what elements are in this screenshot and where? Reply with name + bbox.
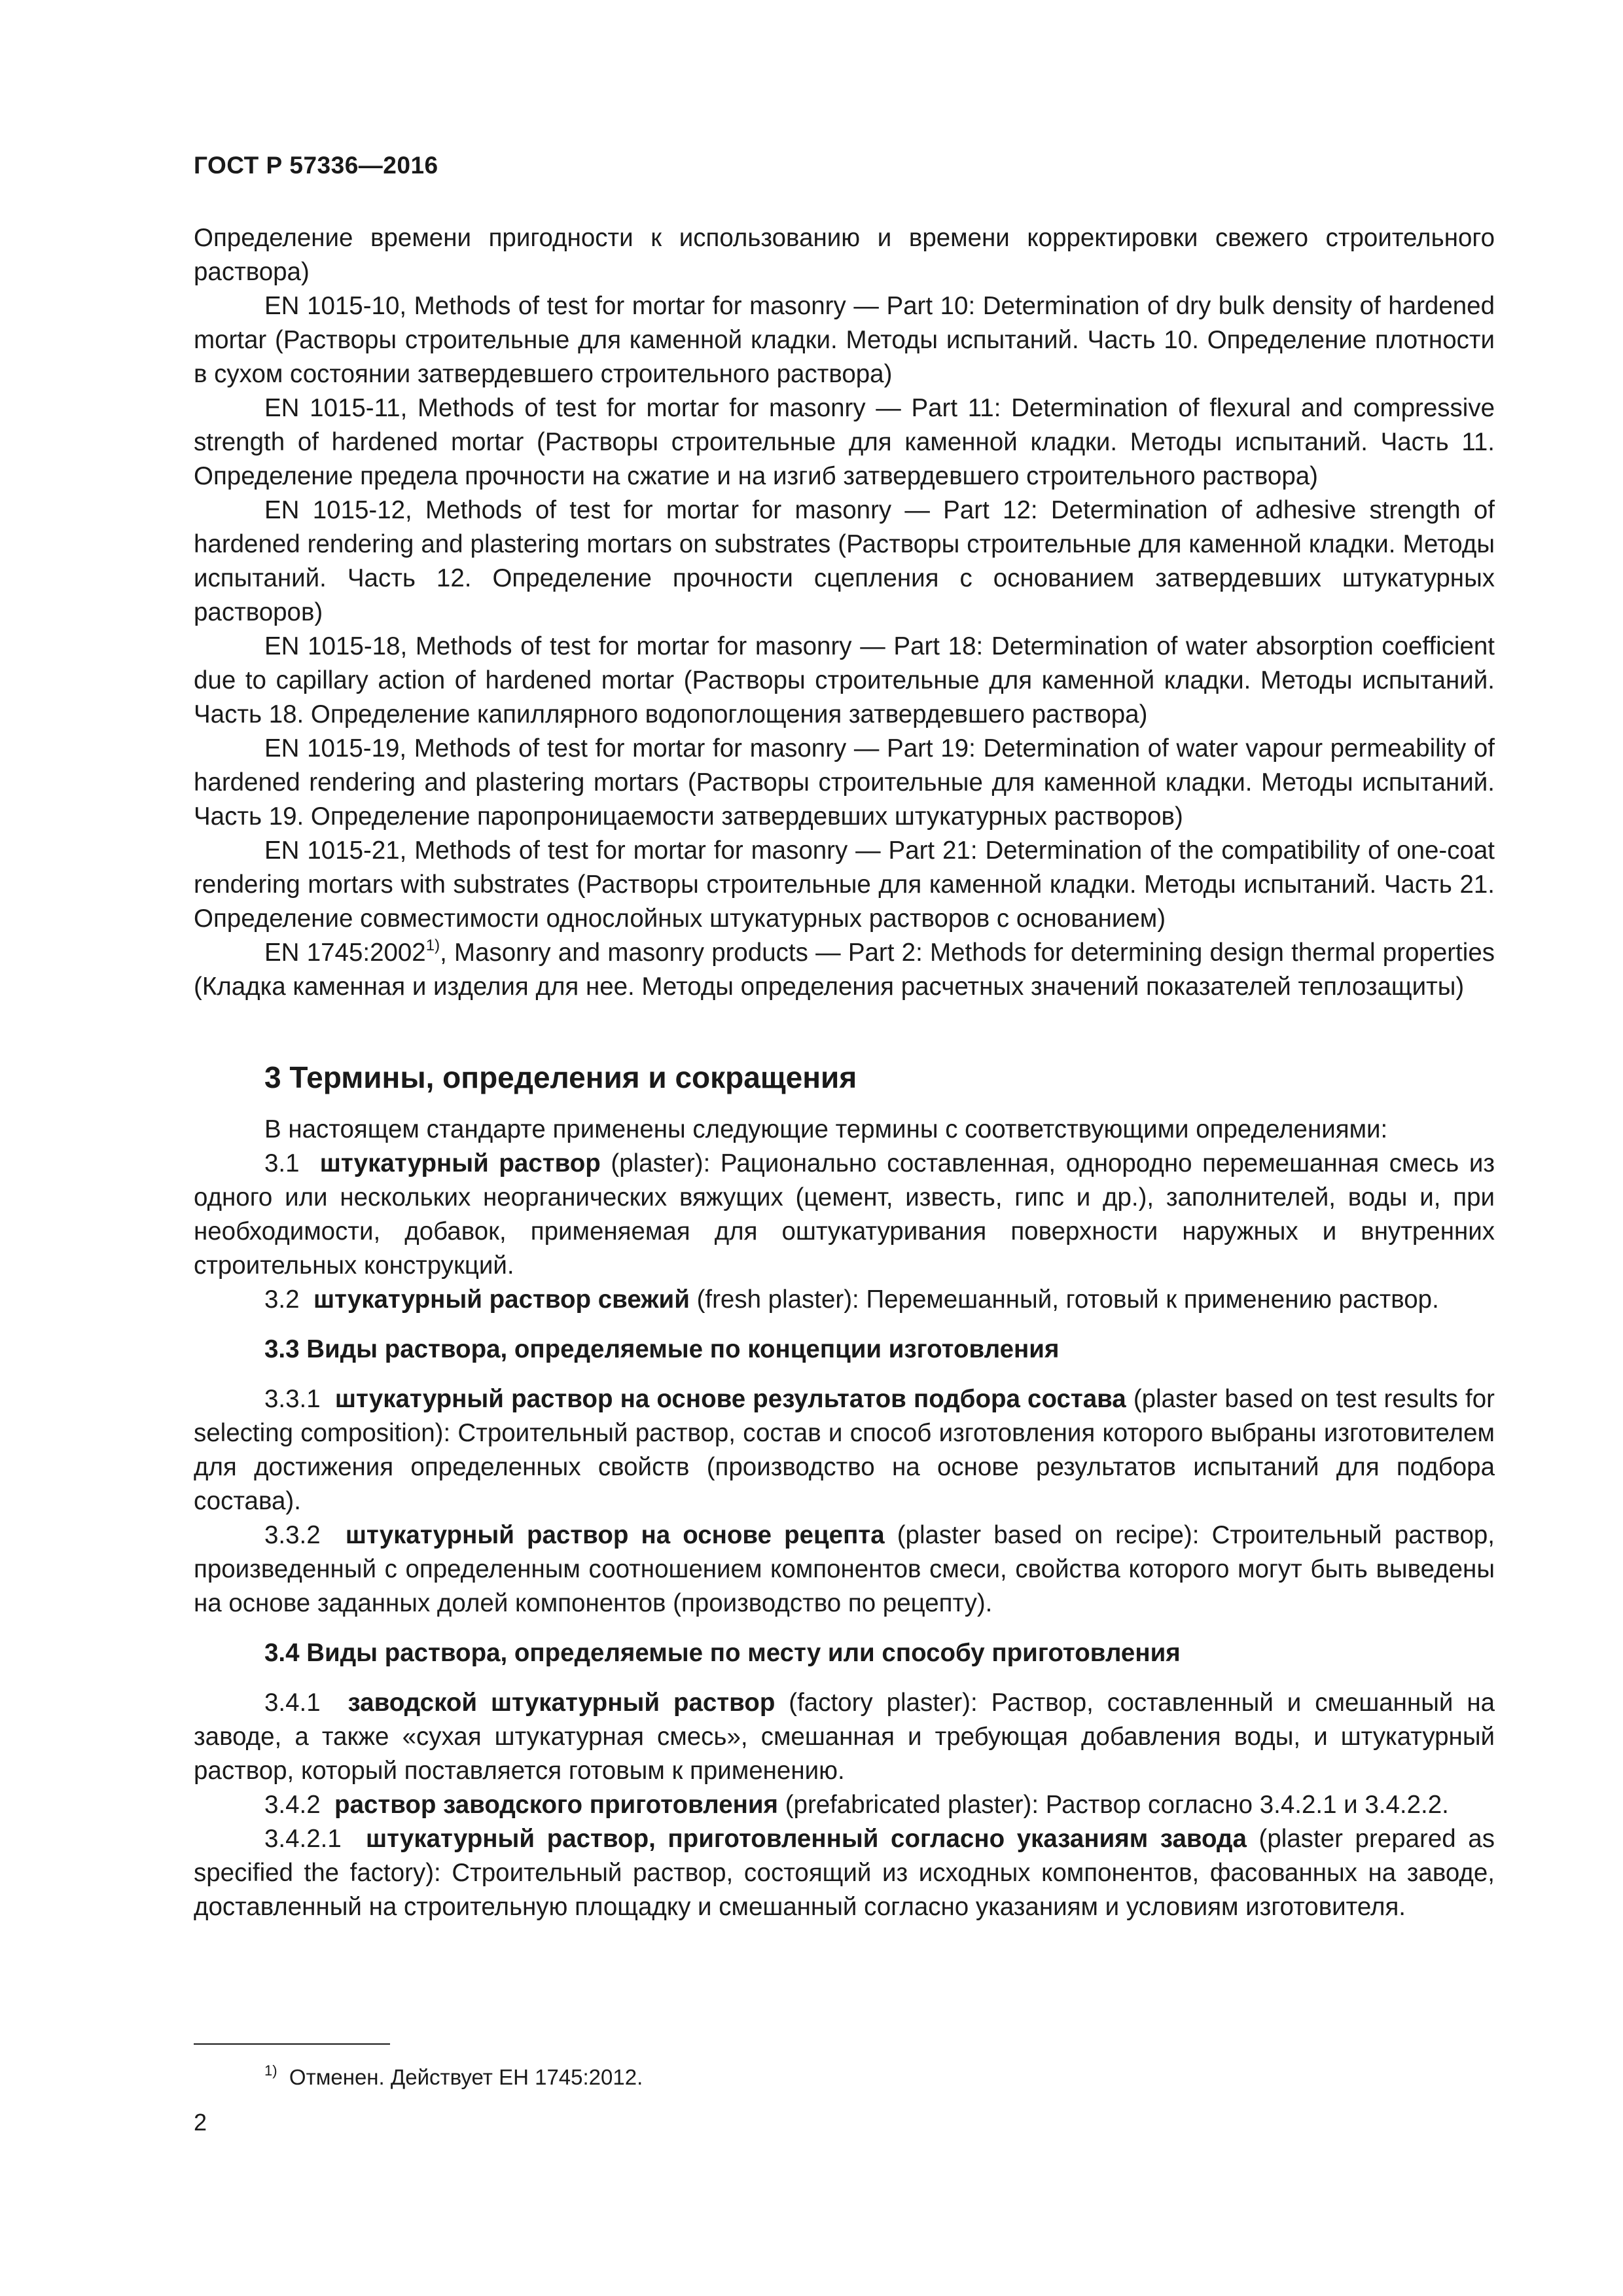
term-name: штукатурный раствор [319, 1149, 601, 1177]
reference-en-1015-19: EN 1015-19, Methods of test for mortar for masonry — Part 19: Determination of water vapour permeability of hardened rendering and plastering mortars (Растворы строительные для каменной кладки. Методы испытаний. Часть 19. Определение паропроницаемости затвердевших штукатурных растворов) [194, 734, 1495, 831]
term-number: 3.1 [264, 1149, 300, 1177]
term-3-3-1 [194, 1382, 1495, 1518]
term-definition: (prefabricated plaster): Раствор согласно 3.4.2.1 и 3.4.2.2. [778, 1791, 1449, 1819]
page-body [194, 221, 1495, 1924]
subsection-heading-3-4: 3.4 Виды раствора, определяемые по месту или способу приготовления [264, 1639, 1181, 1667]
term-name: штукатурный раствор на основе результатов подбора состава [334, 1385, 1126, 1413]
term-number: 3.4.1 [264, 1689, 321, 1717]
term-3-4-1 [194, 1686, 1495, 1788]
term-definition: (plaster prepared as specified the factory): Строительный раствор, состоящий из исходных компонентов, фасованных на заводе, доставленный на строительную площадку и смешанный согласно указаниям и условиям изготовителя. [194, 1825, 1495, 1921]
section-heading: 3 Термины, определения и сокращения [264, 1060, 857, 1094]
reference-en-1015-18: EN 1015-18, Methods of test for mortar for masonry — Part 18: Determination of water absorption coefficient due to capillary action of hardened mortar (Растворы строительные для каменной кладки. Методы испытаний. Часть 18. Определение капиллярного водопоглощения затвердевшего раствора) [194, 632, 1495, 728]
page-header: ГОСТ Р 57336—2016 [194, 152, 438, 179]
term-number: 3.4.2 [264, 1791, 321, 1819]
term-number: 3.3.2 [264, 1521, 321, 1549]
term-name: штукатурный раствор, приготовленный согласно указаниям завода [366, 1825, 1247, 1853]
reference-title: , Masonry and masonry products — Part 2: Methods for determining design thermal properties (Кладка каменная и изделия для нее. Методы определения расчетных значений показателей теплозащиты) [194, 939, 1495, 1001]
term-name: заводской штукатурный раствор [348, 1689, 776, 1717]
term-3-4-2-1 [194, 1822, 1495, 1924]
term-name: раствор заводского приготовления [334, 1791, 779, 1819]
term-3-3-2 [194, 1518, 1495, 1621]
reference-en-1015-12: EN 1015-12, Methods of test for mortar for masonry — Part 12: Determination of adhesive strength of hardened rendering and plastering mortars on substrates (Растворы строительные для каменной кладки. Методы испытаний. Часть 12. Определение прочности сцепления с основанием затвердевших штукатурных растворов) [194, 496, 1495, 626]
reference-en-1015-10: EN 1015-10, Methods of test for mortar for masonry — Part 10: Determination of dry bulk density of hardened mortar (Растворы строительные для каменной кладки. Методы испытаний. Часть 10. Определение плотности в сухом состоянии затвердевшего строительного раствора) [194, 292, 1495, 388]
subsection-heading-3-3: 3.3 Виды раствора, определяемые по концепции изготовления [264, 1335, 1060, 1363]
term-definition: (plaster): Рационально составленная, однородно перемешанная смесь из одного или нескольких неорганических вяжущих (цемент, известь, гипс и др.), заполнителей, воды и, при необходимости, добавок, применяемая для оштукатуривания поверхности наружных и внутренних строительных конструкций. [194, 1149, 1495, 1280]
term-name: штукатурный раствор свежий [313, 1285, 690, 1314]
term-definition: (plaster based on recipe): Строительный раствор, произведенный с определенным соотношением компонентов смеси, свойства которого могут быть выведены на основе заданных долей компонентов (производство по рецепту). [194, 1521, 1495, 1617]
reference-continuation: Определение времени пригодности к использованию и времени корректировки свежего строительного раствора) [194, 224, 1495, 286]
reference-code: EN 1745:2002 [264, 939, 426, 967]
term-3-1 [194, 1147, 1495, 1283]
footnote-divider [194, 2043, 390, 2045]
term-definition: (plaster based on test results for selecting composition): Строительный раствор, состав и способ изготовления которого выбраны изготовителем для достижения определенных свойств (производство на основе результатов испытаний для подбора состава). [194, 1385, 1495, 1515]
reference-en-1745 [194, 936, 1495, 1004]
term-name: штукатурный раствор на основе рецепта [345, 1521, 885, 1549]
footnote-marker: 1) [264, 2062, 277, 2079]
footnote-text: Отменен. Действует ЕН 1745:2012. [289, 2065, 643, 2089]
term-number: 3.3.1 [264, 1385, 321, 1413]
term-3-2 [194, 1283, 1495, 1317]
reference-en-1015-21: EN 1015-21, Methods of test for mortar for masonry — Part 21: Determination of the compatibility of one-coat rendering mortars with substrates (Растворы строительные для каменной кладки. Методы испытаний. Часть 21. Определение совместимости однослойных штукатурных растворов с основанием) [194, 836, 1495, 933]
page-number: 2 [194, 2109, 207, 2136]
footnote-marker: 1) [425, 937, 440, 954]
term-definition: (factory plaster): Раствор, составленный и смешанный на заводе, а также «сухая штукатурная смесь», смешанная и требующая добавления воды, и штукатурный раствор, который поставляется готовым к применению. [194, 1689, 1495, 1785]
term-number: 3.2 [264, 1285, 300, 1314]
term-number: 3.4.2.1 [264, 1825, 342, 1853]
section-intro: В настоящем стандарте применены следующие термины с соответствующими определениями: [264, 1115, 1388, 1143]
term-definition: (fresh plaster): Перемешанный, готовый к применению раствор. [689, 1285, 1439, 1314]
reference-en-1015-11: EN 1015-11, Methods of test for mortar for masonry — Part 11: Determination of flexural and compressive strength of hardened mortar (Растворы строительные для каменной кладки. Методы испытаний. Часть 11. Определение предела прочности на сжатие и на изгиб затвердевшего строительного раствора) [194, 394, 1495, 490]
footnote [264, 2063, 643, 2092]
term-3-4-2 [194, 1788, 1495, 1822]
